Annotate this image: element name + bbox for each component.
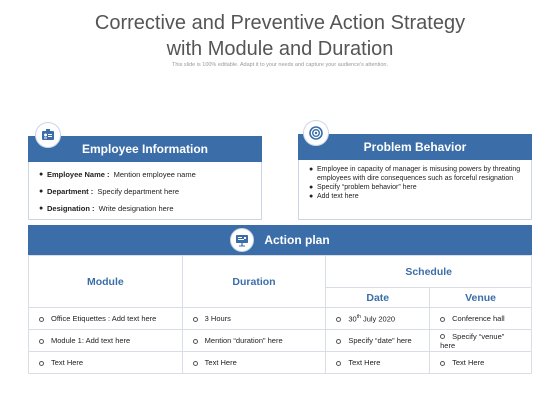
table-cell: 3 Hours — [182, 308, 326, 330]
table-cell: 30th July 2020 — [326, 308, 430, 330]
table-row — [29, 330, 532, 352]
table-cell: Text Here — [430, 352, 532, 374]
id-card-icon — [35, 122, 61, 148]
list-item: ● Designation : Write designation here — [39, 204, 174, 213]
table-cell: Module 1: Add text here — [29, 330, 183, 352]
problem-behavior-header: Problem Behavior — [298, 134, 532, 160]
presentation-board-icon — [230, 228, 254, 252]
table-row — [29, 352, 532, 374]
page-subtitle: This slide is 100% editable. Adapt it to your needs and capture your audience's attention. — [172, 62, 388, 68]
table-cell: Conference hall — [430, 308, 532, 330]
table-cell: Text Here — [29, 352, 183, 374]
list-item: ● Add text here — [309, 193, 359, 200]
column-header-module: Module — [29, 256, 183, 308]
table-cell: Office Etiquettes : Add text here — [29, 308, 183, 330]
problem-behavior-list — [299, 160, 531, 206]
employee-info-header: Employee Information — [28, 136, 262, 162]
table-cell: Mention “duration” here — [182, 330, 326, 352]
action-plan-table — [28, 255, 532, 374]
table-cell: Text Here — [326, 352, 430, 374]
list-item: ● Department : Specify department here — [39, 187, 180, 196]
page-title: Corrective and Preventive Action Strategy with Module and Duration — [94, 12, 466, 60]
column-header-schedule: Schedule — [326, 256, 532, 288]
table-cell: Text Here — [182, 352, 326, 374]
column-header-duration: Duration — [182, 256, 326, 308]
action-plan-header: Action plan — [28, 225, 532, 255]
column-header-venue: Venue — [430, 288, 532, 308]
problem-behavior-body — [298, 160, 532, 220]
list-item: ● Employee Name : Mention employee name — [39, 170, 196, 179]
employee-info-list — [29, 162, 261, 222]
table-cell: Specify “date” here — [326, 330, 430, 352]
employee-info-body — [28, 162, 262, 220]
list-item: ● Specify “problem behavior” here — [309, 184, 417, 191]
column-header-date: Date — [326, 288, 430, 308]
table-row — [29, 308, 532, 330]
target-icon — [303, 120, 329, 146]
list-item: ● Employee in capacity of manager is misusing powers by threating employees with dire consequences such as forceful resignation — [309, 166, 521, 182]
table-cell: Specify “venue” here — [430, 330, 532, 352]
